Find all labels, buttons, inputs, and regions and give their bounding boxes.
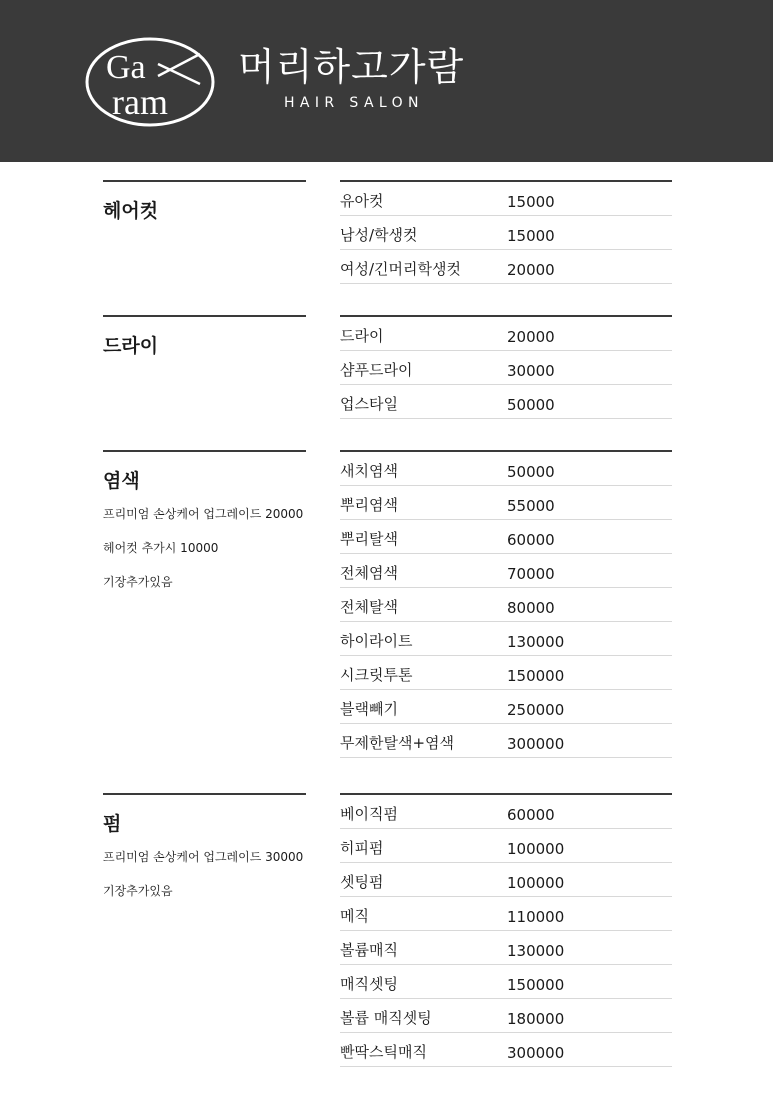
service-price: 30000 — [507, 362, 555, 380]
price-list — [340, 793, 672, 1067]
price-row — [340, 795, 672, 829]
category-notes — [103, 850, 306, 918]
garam-logo — [84, 36, 216, 128]
price-list — [340, 180, 672, 284]
service-name: 하이라이트 — [340, 632, 413, 650]
price-row — [340, 931, 672, 965]
category-column — [103, 450, 306, 609]
service-name: 전체염색 — [340, 564, 398, 582]
service-name: 유아컷 — [340, 192, 384, 210]
price-row — [340, 656, 672, 690]
service-price: 150000 — [507, 667, 565, 685]
service-name: 전체탈색 — [340, 598, 398, 616]
service-price: 15000 — [507, 227, 555, 245]
service-price: 15000 — [507, 193, 555, 211]
price-row — [340, 588, 672, 622]
service-name: 베이직펌 — [340, 805, 398, 823]
price-row — [340, 965, 672, 999]
service-price: 80000 — [507, 599, 555, 617]
price-row — [340, 897, 672, 931]
category-title: 염색 — [103, 470, 140, 492]
brand-title: 머리하고가람 — [238, 45, 465, 89]
brand-subtitle: HAIR SALON — [284, 95, 424, 111]
service-name: 블랙빼기 — [340, 700, 398, 718]
service-price: 60000 — [507, 531, 555, 549]
category-title: 드라이 — [103, 335, 159, 357]
category-note: 헤어컷 추가시 10000 — [103, 541, 219, 555]
price-row — [340, 452, 672, 486]
service-price: 250000 — [507, 701, 565, 719]
service-name: 볼륨매직 — [340, 941, 398, 959]
service-price: 50000 — [507, 463, 555, 481]
price-row — [340, 385, 672, 419]
price-row — [340, 622, 672, 656]
service-name: 뿌리탈색 — [340, 530, 398, 548]
price-row — [340, 829, 672, 863]
price-row — [340, 486, 672, 520]
category-title: 헤어컷 — [103, 200, 159, 222]
price-row — [340, 999, 672, 1033]
service-price: 70000 — [507, 565, 555, 583]
service-price: 110000 — [507, 908, 565, 926]
price-list — [340, 315, 672, 419]
category-title: 펌 — [103, 813, 122, 835]
service-price: 55000 — [507, 497, 555, 515]
price-row — [340, 690, 672, 724]
price-row — [340, 182, 672, 216]
category-column — [103, 315, 306, 359]
service-name: 시크릿투톤 — [340, 666, 413, 684]
service-name: 볼륩 매직셋팅 — [340, 1009, 432, 1027]
service-price: 100000 — [507, 840, 565, 858]
category-note: 기장추가있음 — [103, 884, 173, 898]
price-row — [340, 724, 672, 758]
service-price: 180000 — [507, 1010, 565, 1028]
service-price: 130000 — [507, 633, 565, 651]
service-name: 남성/학생컷 — [340, 226, 418, 244]
category-column — [103, 793, 306, 918]
service-price: 300000 — [507, 735, 565, 753]
category-column — [103, 180, 306, 224]
service-price: 20000 — [507, 328, 555, 346]
service-name: 메직 — [340, 907, 369, 925]
service-name: 매직셋팅 — [340, 975, 398, 993]
category-note: 기장추가있음 — [103, 575, 173, 589]
category-notes — [103, 507, 306, 609]
service-name: 뿌리염색 — [340, 496, 398, 514]
price-row — [340, 554, 672, 588]
price-row — [340, 1033, 672, 1067]
service-price: 150000 — [507, 976, 565, 994]
category-divider — [103, 315, 306, 317]
service-price: 50000 — [507, 396, 555, 414]
service-price: 20000 — [507, 261, 555, 279]
logo-text-bottom: ram — [112, 82, 168, 122]
price-row — [340, 250, 672, 284]
service-price: 300000 — [507, 1044, 565, 1062]
service-name: 여성/긴머리학생컷 — [340, 260, 461, 278]
service-name: 셋팅펌 — [340, 873, 384, 891]
service-name: 업스타일 — [340, 395, 398, 413]
category-divider — [103, 180, 306, 182]
service-name: 새치염색 — [340, 462, 398, 480]
category-divider — [103, 793, 306, 795]
price-row — [340, 351, 672, 385]
category-divider — [103, 450, 306, 452]
category-note: 프리미엄 손상케어 업그레이드 20000 — [103, 507, 304, 521]
price-list — [340, 450, 672, 758]
service-name: 무제한탈색+염색 — [340, 734, 454, 752]
service-name: 빤딱스틱매직 — [340, 1043, 427, 1061]
price-row — [340, 216, 672, 250]
service-price: 60000 — [507, 806, 555, 824]
service-name: 히피펌 — [340, 839, 384, 857]
category-note: 프리미엄 손상케어 업그레이드 30000 — [103, 850, 304, 864]
service-price: 100000 — [507, 874, 565, 892]
service-name: 드라이 — [340, 327, 384, 345]
logo-text-top: Ga — [106, 49, 146, 86]
service-price: 130000 — [507, 942, 565, 960]
header-banner — [0, 0, 773, 162]
price-row — [340, 863, 672, 897]
price-row — [340, 520, 672, 554]
price-row — [340, 317, 672, 351]
service-name: 샴푸드라이 — [340, 361, 413, 379]
scissors-icon — [158, 54, 200, 84]
